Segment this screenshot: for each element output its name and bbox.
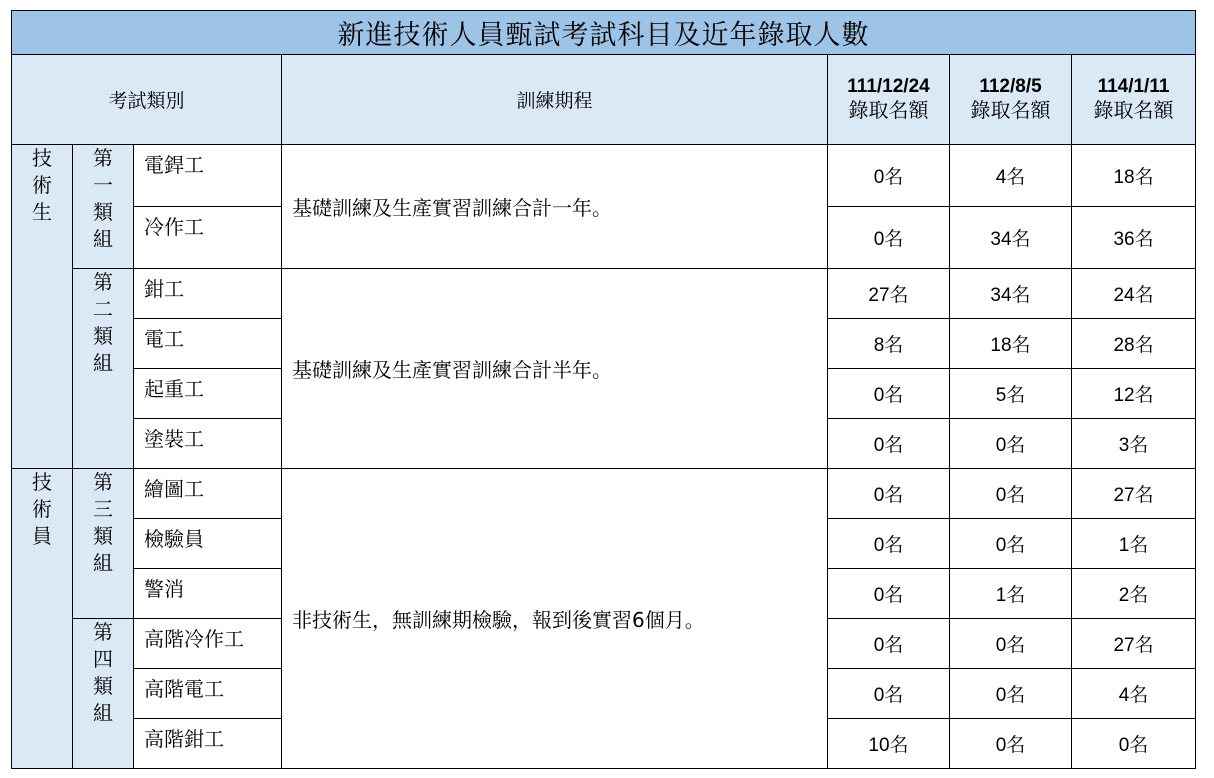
group-technician [12, 469, 73, 769]
trade-name: 繪圖工 [134, 469, 282, 519]
count-cell: 12名 [1072, 369, 1196, 419]
count-cell: 0名 [828, 469, 950, 519]
count-cell: 28名 [1072, 319, 1196, 369]
count-cell: 34名 [950, 269, 1072, 319]
count-cell: 2名 [1072, 569, 1196, 619]
group-technical-trainee [12, 145, 73, 469]
count-cell: 0名 [828, 669, 950, 719]
count-cell: 4名 [1072, 669, 1196, 719]
count-cell: 0名 [828, 369, 950, 419]
count-cell: 10名 [828, 719, 950, 769]
header-date-1 [828, 55, 950, 145]
count-cell: 27名 [828, 269, 950, 319]
header-date-3-value: 114/1/11 [1097, 75, 1170, 97]
trade-name: 塗裝工 [134, 419, 282, 469]
trade-name: 檢驗員 [134, 519, 282, 569]
group-label: 技 術 生 [32, 146, 52, 224]
count-cell: 0名 [950, 519, 1072, 569]
count-cell: 1名 [1072, 519, 1196, 569]
count-cell: 0名 [828, 207, 950, 269]
count-cell: 34名 [950, 207, 1072, 269]
training-period: 基礎訓練及生產實習訓練合計半年。 [282, 269, 828, 469]
trade-name: 警消 [134, 569, 282, 619]
count-cell: 5名 [950, 369, 1072, 419]
count-cell: 0名 [828, 569, 950, 619]
trade-name: 高階電工 [134, 669, 282, 719]
count-cell: 0名 [828, 145, 950, 207]
count-cell: 8名 [828, 319, 950, 369]
subgroup-3 [73, 469, 134, 619]
training-period: 非技術生，無訓練期檢驗，報到後實習6個月。 [282, 469, 828, 769]
count-cell: 0名 [828, 619, 950, 669]
header-date-1-label: 錄取名額 [848, 98, 929, 123]
header-date-2-value: 112/8/5 [979, 75, 1042, 97]
subgroup-2 [73, 269, 134, 469]
training-period: 基礎訓練及生產實習訓練合計一年。 [282, 145, 828, 269]
header-date-3 [1072, 55, 1196, 145]
count-cell: 0名 [950, 669, 1072, 719]
subgroup-label: 第 三 類 組 [93, 470, 113, 575]
subgroup-1 [73, 145, 134, 269]
subgroup-label: 第 二 類 組 [93, 270, 113, 375]
table-title: 新進技術人員甄試考試科目及近年錄取人數 [12, 11, 1196, 55]
count-cell: 0名 [950, 469, 1072, 519]
trade-name: 電銲工 [134, 145, 282, 207]
count-cell: 27名 [1072, 619, 1196, 669]
trade-name: 冷作工 [134, 207, 282, 269]
trade-name: 鉗工 [134, 269, 282, 319]
table-row [12, 145, 1196, 207]
table-row [12, 269, 1196, 319]
table-row [12, 469, 1196, 519]
count-cell: 0名 [950, 419, 1072, 469]
count-cell: 27名 [1072, 469, 1196, 519]
subgroup-label: 第 一 類 組 [93, 146, 113, 251]
header-date-1-value: 111/12/24 [847, 75, 930, 97]
count-cell: 18名 [1072, 145, 1196, 207]
count-cell: 0名 [950, 619, 1072, 669]
count-cell: 4名 [950, 145, 1072, 207]
subgroup-4 [73, 619, 134, 769]
count-cell: 0名 [828, 519, 950, 569]
exam-table [11, 10, 1196, 769]
count-cell: 18名 [950, 319, 1072, 369]
count-cell: 24名 [1072, 269, 1196, 319]
subgroup-label: 第 四 類 組 [93, 620, 113, 725]
trade-name: 起重工 [134, 369, 282, 419]
trade-name: 高階冷作工 [134, 619, 282, 669]
count-cell: 1名 [950, 569, 1072, 619]
header-date-3-label: 錄取名額 [1093, 98, 1174, 123]
count-cell: 3名 [1072, 419, 1196, 469]
count-cell: 0名 [1072, 719, 1196, 769]
count-cell: 0名 [828, 419, 950, 469]
header-period: 訓練期程 [282, 55, 828, 145]
count-cell: 36名 [1072, 207, 1196, 269]
trade-name: 高階鉗工 [134, 719, 282, 769]
header-date-2-label: 錄取名額 [970, 98, 1051, 123]
trade-name: 電工 [134, 319, 282, 369]
count-cell: 0名 [950, 719, 1072, 769]
group-label: 技 術 員 [32, 470, 52, 548]
header-date-2 [950, 55, 1072, 145]
header-category: 考試類別 [12, 55, 282, 145]
